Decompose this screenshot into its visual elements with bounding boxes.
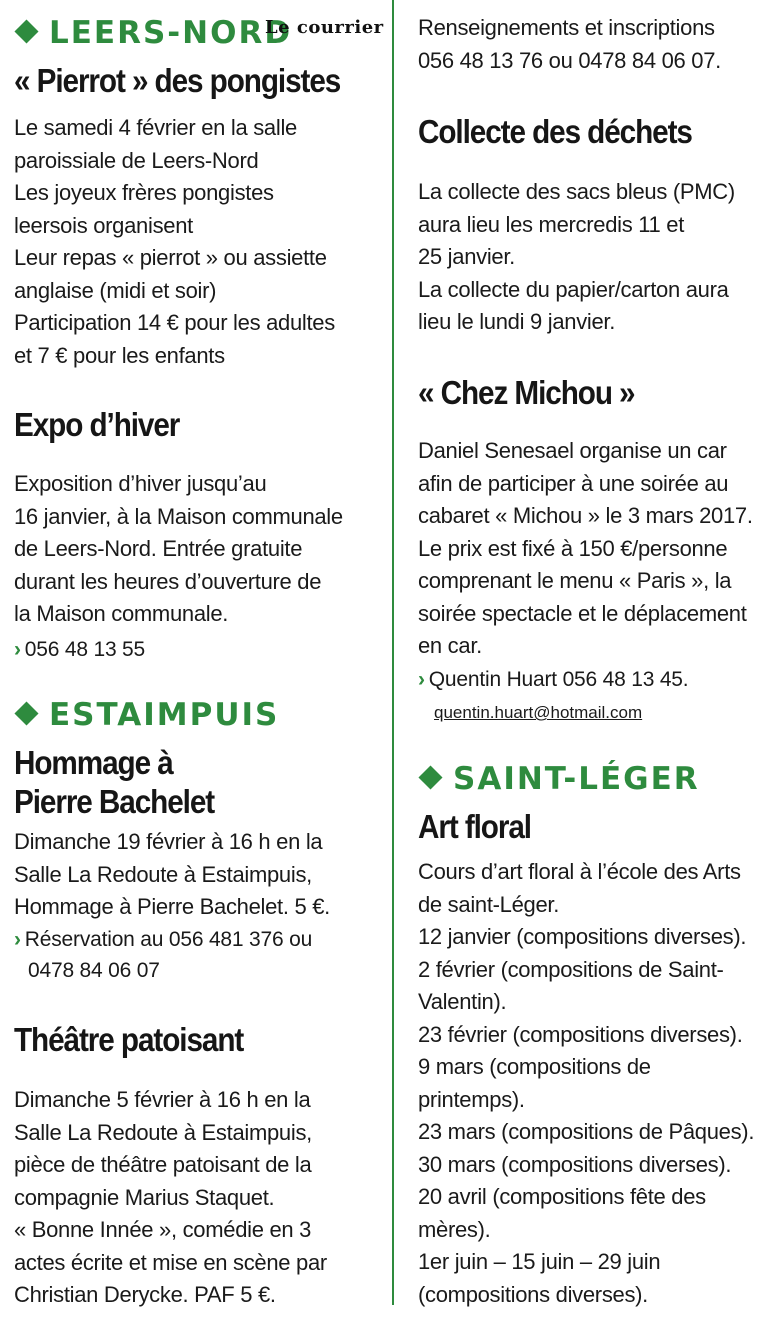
contact-name-phone: Quentin Huart 056 48 13 45. xyxy=(428,668,689,691)
text-line: la Maison communale. xyxy=(14,601,229,626)
contact-phone: 0478 84 06 07 xyxy=(28,959,160,982)
text-line: Les joyeux frères pongistes xyxy=(14,180,274,205)
text-line: 12 janvier (compositions diverses). xyxy=(418,924,747,949)
town-heading: SAINT-LÉGER xyxy=(453,761,700,797)
text-line: 16 janvier, à la Maison communale xyxy=(14,503,343,529)
text-line: cabaret « Michou » le 3 mars 2017. xyxy=(418,503,753,528)
text-line: durant les heures d’ouverture de xyxy=(14,568,322,594)
text-line: Cours d’art floral à l’école des Arts xyxy=(418,859,741,884)
text-line: aura lieu les mercredis 11 et xyxy=(418,211,685,237)
article-title xyxy=(14,743,382,821)
text-line: Hommage à Pierre Bachelet. 5 €. xyxy=(14,894,330,919)
text-line: leersois organisent xyxy=(14,212,193,238)
text-line: Valentin). xyxy=(418,989,507,1014)
text-line: Exposition d’hiver jusqu’au xyxy=(14,471,267,496)
text-line: 056 48 13 76 ou 0478 84 06 07. xyxy=(418,47,721,73)
article-title: Expo d’hiver xyxy=(14,406,180,443)
town-heading: ESTAIMPUIS xyxy=(49,697,280,733)
text-line: 23 mars (compositions de Pâques). xyxy=(418,1119,755,1144)
diamond-bullet-icon xyxy=(418,765,442,789)
text-line: paroissiale de Leers-Nord xyxy=(14,147,259,173)
text-line: (compositions diverses). xyxy=(418,1281,648,1307)
text-line: mères). xyxy=(418,1216,491,1242)
text-line: Christian Derycke. PAF 5 €. xyxy=(14,1282,276,1307)
text-line: soirée spectacle et le déplacement xyxy=(418,600,747,626)
column-divider xyxy=(392,0,394,1305)
article-body xyxy=(418,176,774,339)
text-line: La collecte des sacs bleus (PMC) xyxy=(418,179,735,204)
text-line: 30 mars (compositions diverses). xyxy=(418,1151,732,1177)
text-line: actes écrite et mise en scène par xyxy=(14,1249,327,1275)
article-title: Théâtre patoisant xyxy=(14,1021,244,1058)
article-body xyxy=(14,826,382,924)
contact-line xyxy=(14,924,382,986)
text-line: Participation 14 € pour les adultes xyxy=(14,310,335,335)
text-line: Le samedi 4 février en la salle xyxy=(14,115,297,140)
article-title: Collecte des déchets xyxy=(418,113,692,150)
text-line: printemps). xyxy=(418,1086,525,1112)
text-line: lieu le lundi 9 janvier. xyxy=(418,309,616,334)
article-body xyxy=(418,856,774,1311)
text-line: de Leers-Nord. Entrée gratuite xyxy=(14,536,303,561)
text-line: Daniel Senesael organise un car xyxy=(418,438,727,463)
contact-reservation: Réservation au 056 481 376 ou xyxy=(24,928,313,951)
contact-line xyxy=(418,664,774,695)
contact-line xyxy=(14,634,382,665)
text-line: 25 janvier. xyxy=(418,244,515,269)
text-line: Dimanche 19 février à 16 h en la xyxy=(14,829,323,854)
title-line: Pierre Bachelet xyxy=(14,783,215,820)
contact-text xyxy=(14,924,382,955)
text-line: 9 mars (compositions de xyxy=(418,1054,651,1079)
article-body xyxy=(14,468,382,631)
article-title: « Chez Michou » xyxy=(418,374,635,411)
article-body xyxy=(14,1084,382,1312)
text-line: 2 février (compositions de Saint- xyxy=(418,956,724,982)
diamond-bullet-icon xyxy=(14,19,38,43)
diamond-bullet-icon xyxy=(14,701,38,725)
article-title: Art floral xyxy=(418,808,531,845)
text-line: Salle La Redoute à Estaimpuis, xyxy=(14,1119,312,1145)
text-line: Salle La Redoute à Estaimpuis, xyxy=(14,861,312,887)
chevron-right-icon: › xyxy=(14,928,21,951)
text-line: de saint-Léger. xyxy=(418,891,560,917)
text-line: 20 avril (compositions fête des xyxy=(418,1184,706,1209)
text-line: 23 février (compositions diverses). xyxy=(418,1021,743,1047)
text-line: pièce de théâtre patoisant de la xyxy=(14,1152,312,1177)
text-line: La collecte du papier/carton aura xyxy=(418,276,729,302)
chevron-right-icon: › xyxy=(14,638,21,661)
article-title: « Pierrot » des pongistes xyxy=(14,62,341,99)
text-line: « Bonne Innée », comédie en 3 xyxy=(14,1217,312,1242)
text-line: afin de participer à une soirée au xyxy=(418,470,729,496)
chevron-right-icon: › xyxy=(418,668,425,691)
email-link[interactable]: quentin.huart@hotmail.com xyxy=(434,703,643,722)
text-line: Renseignements et inscriptions xyxy=(418,15,715,40)
text-line: en car. xyxy=(418,633,482,658)
brand-logo: Le courrier xyxy=(265,17,384,38)
contact-phone: 056 48 13 55 xyxy=(24,638,146,661)
section-saint-leger xyxy=(418,762,774,796)
text-line: et 7 € pour les enfants xyxy=(14,342,225,368)
text-line: Leur repas « pierrot » ou assiette xyxy=(14,245,327,270)
registration-info xyxy=(418,12,774,77)
text-line: anglaise (midi et soir) xyxy=(14,277,217,303)
text-line: comprenant le menu « Paris », la xyxy=(418,568,732,593)
text-line: compagnie Marius Staquet. xyxy=(14,1184,275,1210)
text-line: Le prix est fixé à 150 €/personne xyxy=(418,535,728,561)
article-body xyxy=(418,435,774,663)
article-body xyxy=(14,112,382,372)
title-line: Hommage à xyxy=(14,744,173,781)
text-line: Dimanche 5 février à 16 h en la xyxy=(14,1087,311,1112)
text-line: 1er juin – 15 juin – 29 juin xyxy=(418,1249,661,1274)
town-heading: LEERS-NORD xyxy=(49,15,293,51)
section-estaimpuis xyxy=(14,698,382,732)
